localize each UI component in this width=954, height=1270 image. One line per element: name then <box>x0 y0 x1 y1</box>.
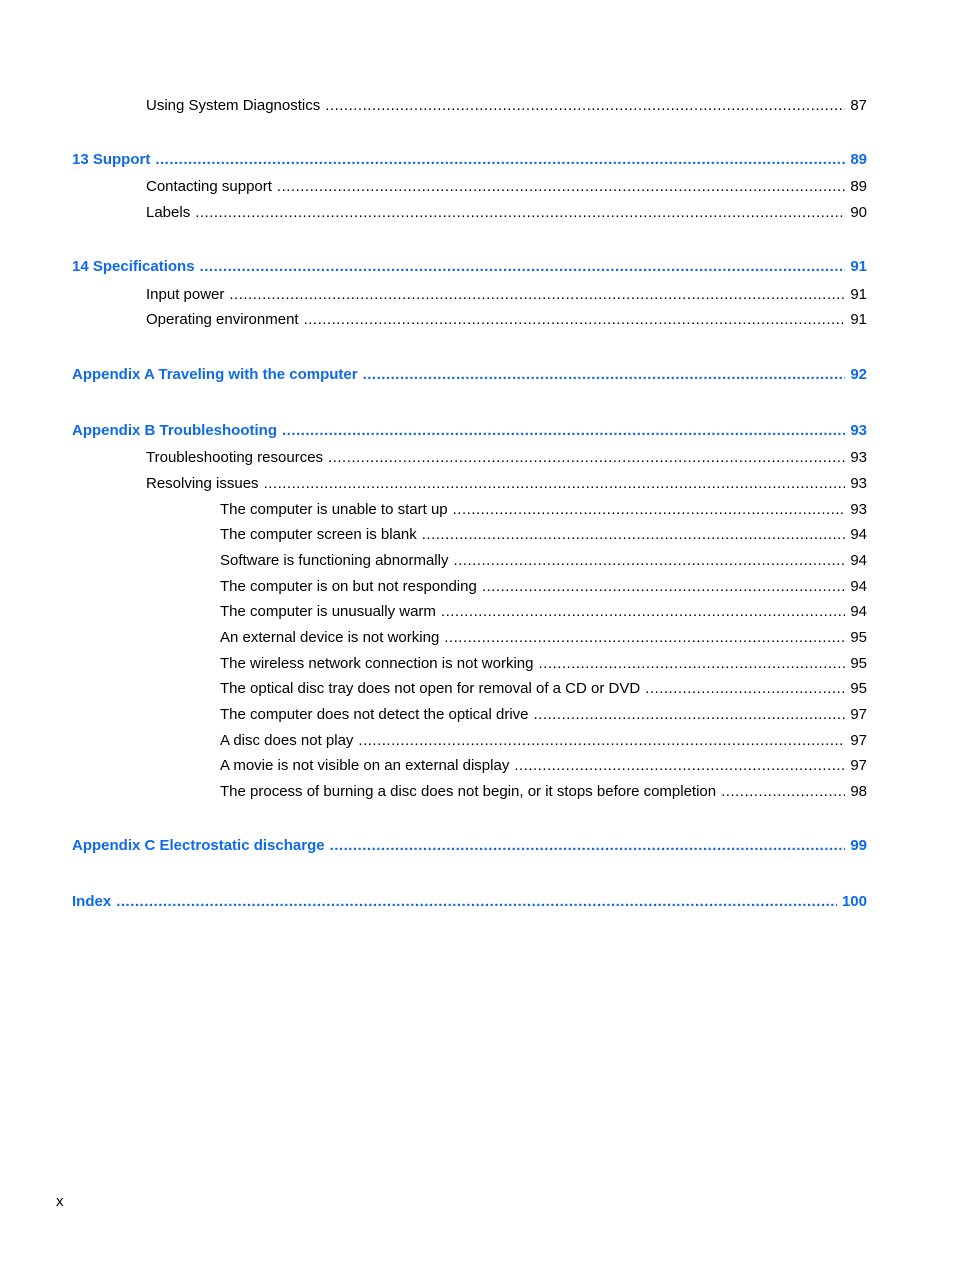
toc-leader-dots <box>363 364 846 386</box>
toc-leader-dots <box>453 550 845 572</box>
toc-entry-page: 93 <box>850 449 867 466</box>
toc-leader-dots <box>200 256 846 278</box>
toc-entry-title: Labels <box>146 204 191 221</box>
toc-entry-title: Input power <box>146 286 225 303</box>
toc-leader-dots <box>282 420 845 442</box>
toc-leader-dots <box>514 755 845 777</box>
toc-entry-title: Using System Diagnostics <box>146 97 321 114</box>
toc-entry-page: 100 <box>841 893 867 910</box>
toc-entry-page: 94 <box>850 578 867 595</box>
toc-entry-title: The computer is unable to start up <box>220 501 448 518</box>
toc-entry-page: 94 <box>850 526 867 543</box>
toc-entry-unable-to-start-up[interactable] <box>220 499 867 521</box>
toc-entry-title: The wireless network connection is not working <box>220 655 534 672</box>
toc-leader-dots <box>116 891 837 913</box>
toc-entry-page: 99 <box>850 837 867 854</box>
toc-entry-page: 93 <box>850 422 867 439</box>
toc-leader-dots <box>453 499 846 521</box>
toc-leader-dots <box>358 730 845 752</box>
toc-entry-title: Appendix C Electrostatic discharge <box>72 837 325 854</box>
toc-entry-page: 94 <box>850 603 867 620</box>
toc-entry-title: The process of burning a disc does not begin, or it stops before completion <box>220 783 717 800</box>
toc-leader-dots <box>721 781 845 803</box>
toc-entry-page: 95 <box>850 655 867 672</box>
toc-leader-dots <box>304 309 846 331</box>
toc-entry-title: Operating environment <box>146 311 299 328</box>
toc-entry-page: 92 <box>850 366 867 383</box>
toc-entry-title: The computer is unusually warm <box>220 603 436 620</box>
toc-entry-title: 14 Specifications <box>72 258 195 275</box>
toc-entry-using-system-diagnostics[interactable] <box>146 95 867 117</box>
toc-leader-dots <box>534 704 846 726</box>
toc-entry-page: 87 <box>850 97 867 114</box>
toc-entry-page: 93 <box>850 501 867 518</box>
toc-entry-page: 93 <box>850 475 867 492</box>
toc-entry-input-power[interactable] <box>146 284 867 306</box>
toc-entry-page: 91 <box>850 311 867 328</box>
toc-entry-optical-disc-tray[interactable] <box>220 678 867 700</box>
toc-leader-dots <box>444 627 845 649</box>
toc-entry-title: Contacting support <box>146 178 272 195</box>
toc-entry-page: 97 <box>850 732 867 749</box>
toc-entry-page: 95 <box>850 629 867 646</box>
toc-entry-page: 91 <box>850 258 867 275</box>
toc-appendix-c-electrostatic[interactable] <box>72 835 867 857</box>
toc-entry-title: The computer does not detect the optical drive <box>220 706 529 723</box>
toc-entry-resolving-issues[interactable] <box>146 473 867 495</box>
toc-entry-title: 13 Support <box>72 151 151 168</box>
toc-leader-dots <box>645 678 845 700</box>
toc-entry-wireless-network[interactable] <box>220 653 867 675</box>
toc-entry-title: The computer screen is blank <box>220 526 417 543</box>
toc-entry-page: 97 <box>850 757 867 774</box>
toc-entry-title: Appendix B Troubleshooting <box>72 422 277 439</box>
toc-entry-page: 98 <box>850 783 867 800</box>
toc-leader-dots <box>264 473 846 495</box>
toc-entry-page: 89 <box>850 151 867 168</box>
toc-leader-dots <box>482 576 845 598</box>
toc-leader-dots <box>325 95 845 117</box>
toc-entry-operating-environment[interactable] <box>146 309 867 331</box>
toc-leader-dots <box>328 447 845 469</box>
toc-leader-dots <box>155 149 845 171</box>
toc-entry-title: Index <box>72 893 112 910</box>
toc-entry-optical-drive-detect[interactable] <box>220 704 867 726</box>
toc-entry-troubleshooting-resources[interactable] <box>146 447 867 469</box>
toc-entry-title: Troubleshooting resources <box>146 449 324 466</box>
toc-leader-dots <box>277 176 845 198</box>
toc-entry-page: 91 <box>850 286 867 303</box>
toc-entry-page: 90 <box>850 204 867 221</box>
toc-entry-movie-not-visible[interactable] <box>220 755 867 777</box>
toc-entry-contacting-support[interactable] <box>146 176 867 198</box>
toc-entry-title: The computer is on but not responding <box>220 578 477 595</box>
toc-entry-title: Resolving issues <box>146 475 259 492</box>
toc-appendix-b-troubleshooting[interactable] <box>72 420 867 442</box>
toc-leader-dots <box>422 524 846 546</box>
toc-entry-title: A movie is not visible on an external display <box>220 757 510 774</box>
toc-entry-labels[interactable] <box>146 202 867 224</box>
toc-entry-title: The optical disc tray does not open for removal of a CD or DVD <box>220 680 641 697</box>
page-number: x <box>56 1193 64 1210</box>
toc-chapter-14-specifications[interactable] <box>72 256 867 278</box>
toc-leader-dots <box>195 202 845 224</box>
toc-entry-page: 97 <box>850 706 867 723</box>
toc-entry-title: An external device is not working <box>220 629 440 646</box>
toc-entry-title: Software is functioning abnormally <box>220 552 449 569</box>
toc-leader-dots <box>229 284 845 306</box>
toc-index[interactable] <box>72 891 867 913</box>
toc-chapter-13-support[interactable] <box>72 149 867 171</box>
toc-leader-dots <box>330 835 846 857</box>
toc-entry-on-but-not-responding[interactable] <box>220 576 867 598</box>
toc-entry-software-abnormal[interactable] <box>220 550 867 572</box>
toc-entry-page: 89 <box>850 178 867 195</box>
toc-entry-unusually-warm[interactable] <box>220 601 867 623</box>
toc-entry-burning-disc[interactable] <box>220 781 867 803</box>
toc-entry-disc-does-not-play[interactable] <box>220 730 867 752</box>
toc-entry-title: Appendix A Traveling with the computer <box>72 366 358 383</box>
toc-appendix-a-traveling[interactable] <box>72 364 867 386</box>
toc-entry-external-device[interactable] <box>220 627 867 649</box>
toc-entry-page: 94 <box>850 552 867 569</box>
toc-leader-dots <box>441 601 845 623</box>
toc-leader-dots <box>538 653 845 675</box>
toc-entry-screen-is-blank[interactable] <box>220 524 867 546</box>
toc-entry-page: 95 <box>850 680 867 697</box>
toc-entry-title: A disc does not play <box>220 732 354 749</box>
